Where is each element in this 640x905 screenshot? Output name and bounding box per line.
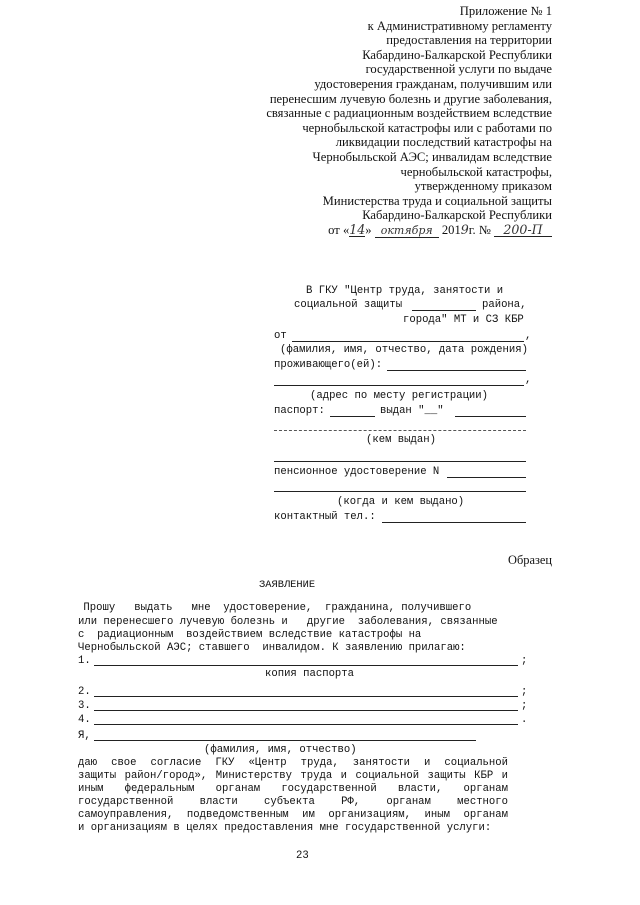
sample-label: Образец — [508, 553, 552, 567]
passport-number-field[interactable] — [330, 416, 375, 417]
residing-field[interactable] — [387, 370, 526, 371]
applicant-name-field[interactable] — [292, 341, 524, 342]
appendix-line: удостоверения гражданам, получившим или — [314, 76, 552, 91]
attachment-4-field[interactable] — [94, 724, 518, 725]
name-caption: (фамилия, имя, отчество, дата рождения) — [280, 344, 528, 356]
residing-label: проживающего(ей): — [274, 359, 383, 371]
consent-line: самоуправления, подведомственным им организациям, иным органам — [78, 809, 508, 821]
appendix-line: Министерства труда и социальной защиты — [322, 193, 552, 208]
appendix-line: государственной услуги по выдаче — [365, 62, 552, 77]
appendix-line: связанные с радиационным воздействием вследствие — [266, 106, 552, 121]
addressee-line-2b: района, — [482, 299, 527, 311]
phone-field[interactable] — [382, 522, 526, 523]
appendix-line: чернобыльской катастрофы, — [400, 164, 552, 179]
from-label: от — [274, 330, 287, 342]
appendix-line: Кабардино-Балкарской Республики — [362, 208, 552, 223]
issued-by-field[interactable] — [274, 430, 526, 431]
statement-para-line: Прошу выдать мне удостоверение, гражданина, получившего — [58, 602, 472, 614]
statement-para-line: Чернобыльской АЭС; ставшего инвалидом. К заявлению прилагаю: — [78, 642, 466, 654]
consent-line: иным федеральным органам государственной власти, органам — [78, 783, 508, 795]
addressee-line-1: В ГКУ "Центр труда, занятости и — [306, 285, 504, 297]
attachment-4-label: 4. — [78, 714, 91, 726]
appendix-line: перенесшим лучевую болезнь и другие заболевания, — [269, 91, 552, 106]
statement-para-line: или перенесшего лучевую болезнь и другие заболевания, связанные — [78, 616, 498, 628]
district-field[interactable] — [412, 310, 476, 311]
address-field[interactable] — [274, 385, 524, 386]
statement-title: ЗАЯВЛЕНИЕ — [259, 579, 316, 591]
pension-number-field[interactable] — [447, 477, 526, 478]
appendix-line: Чернобыльской АЭС; инвалидам вследствие — [312, 149, 552, 164]
appendix-line: к Административному регламенту — [367, 18, 552, 33]
address-caption: (адрес по месту регистрации) — [310, 390, 489, 402]
issued-by-caption: (кем выдан) — [366, 434, 436, 446]
fio-caption: (фамилия, имя, отчество) — [204, 744, 357, 756]
appendix-line: ликвидации последствий катастрофы на — [335, 135, 552, 150]
addressee-line-3: города" МТ и СЗ КБР — [403, 314, 524, 326]
appendix-header — [250, 4, 552, 238]
issued-date-field[interactable] — [455, 416, 526, 417]
pension-caption: (когда и кем выдано) — [337, 496, 465, 508]
appendix-line: Кабардино-Балкарской Республики — [362, 47, 552, 62]
order-year-digit: 9 — [460, 221, 469, 237]
attachment-2-field[interactable] — [94, 696, 518, 697]
issued-by-field-2[interactable] — [274, 461, 526, 462]
page-number: 23 — [296, 850, 309, 862]
order-day: 14 — [349, 221, 366, 237]
consent-line: и организациям в целях предоставления мне государственной услуги: — [78, 822, 492, 834]
attachment-1-field[interactable] — [94, 665, 518, 666]
order-date-line: от «14» октября 2019г. № 200-П — [250, 223, 552, 238]
order-month: октября — [375, 225, 439, 238]
statement-para-line: с радиационным воздействием вследствие катастрофы на — [78, 629, 422, 641]
phone-label: контактный тел.: — [274, 511, 376, 523]
attachment-3-field[interactable] — [94, 710, 518, 711]
pension-label: пенсионное удостоверение N — [274, 466, 440, 478]
consenting-person-field[interactable] — [94, 740, 476, 741]
order-number: 200-П — [494, 224, 552, 237]
consent-line: даю свое согласие ГКУ «Центр труда, занятости и социальной — [78, 757, 508, 769]
appendix-line: утвержденному приказом — [414, 179, 552, 194]
attachment-1-label: 1. — [78, 655, 91, 667]
appendix-line: предоставления на территории — [386, 33, 552, 48]
attachment-1-value: копия паспорта — [265, 668, 355, 680]
i-label: Я, — [78, 730, 91, 742]
passport-label: паспорт: — [274, 405, 325, 417]
consent-line: государственной власти субъекта РФ, органам местного — [78, 796, 508, 808]
pension-issued-field[interactable] — [274, 491, 526, 492]
consent-line: защиты район/город», Министерству труда и социальной защиты КБР и — [78, 770, 508, 782]
addressee-line-2a: социальной защиты — [294, 299, 403, 311]
attachment-3-label: 3. — [78, 700, 91, 712]
appendix-line: чернобыльской катастрофы или с работами по — [302, 120, 552, 135]
attachment-2-label: 2. — [78, 686, 91, 698]
issued-label: выдан "__" — [380, 405, 444, 417]
appendix-line: Приложение № 1 — [459, 4, 552, 18]
